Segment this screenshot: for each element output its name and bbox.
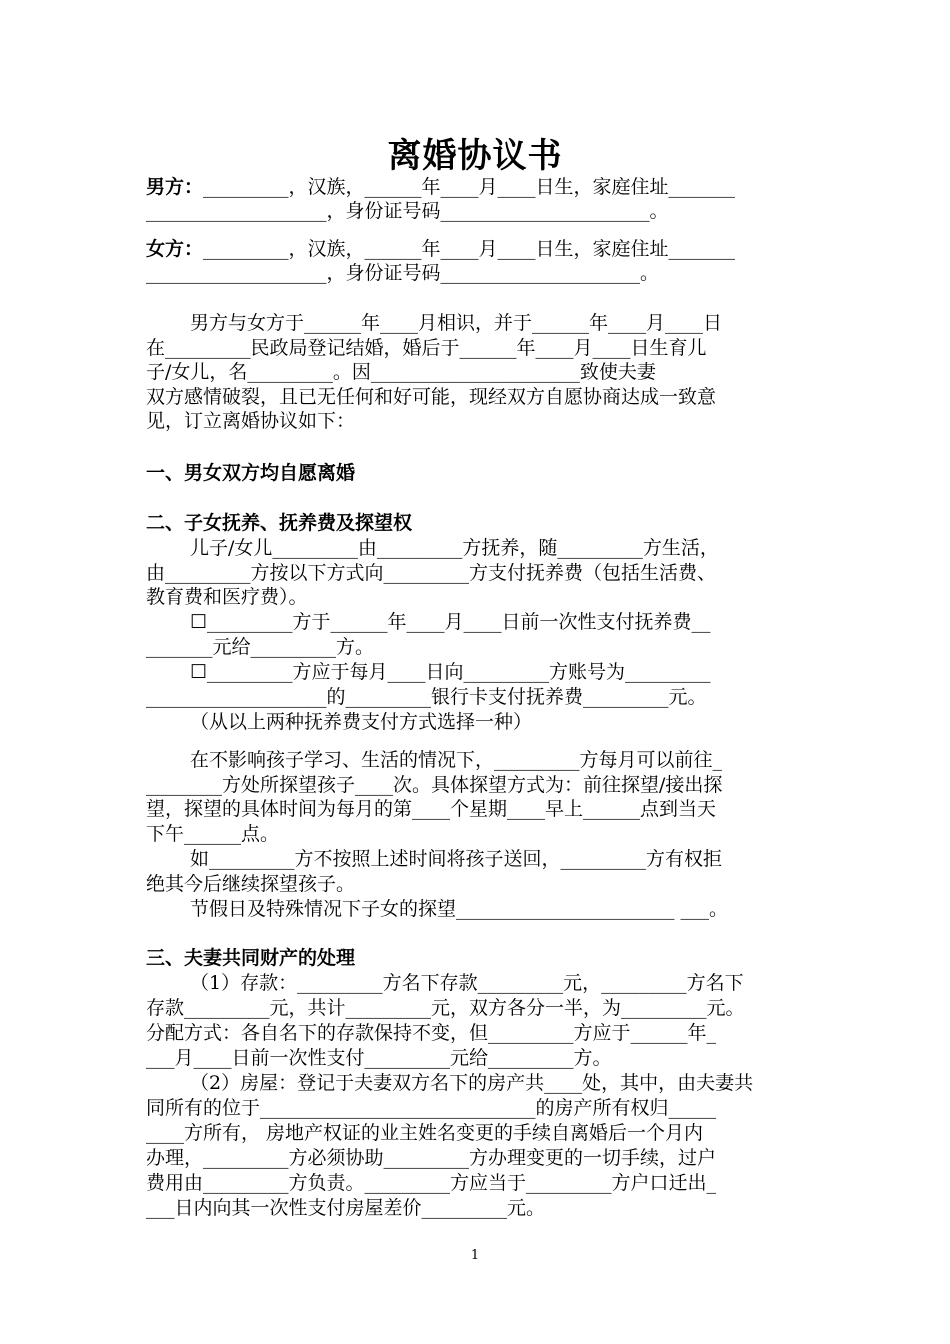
paragraph-line: ___日内向其一次性支付房屋差价_________元。 [146, 1197, 546, 1219]
document-title: 离婚协议书 [387, 136, 563, 176]
paragraph-line: 儿子/女儿_________由_________方抚养，随_________方生活， [190, 537, 719, 559]
paragraph-line: _______元给_________方。 [146, 636, 375, 658]
paragraph-line: （2）房屋：登记于夫妻双方名下的房产共____处，其中，由夫妻共 [190, 1072, 754, 1094]
paragraph-line: 在不影响孩子学习、生活的情况下，_________方每月可以前往_ [190, 749, 723, 771]
paragraph-line: 见，订立离婚协议如下： [146, 410, 356, 432]
note-line: （从以上两种抚养费支付方式选择一种） [190, 711, 533, 733]
wife-label: 女方： [146, 238, 204, 260]
paragraph-line: 教育费和医疗费）。 [146, 586, 308, 608]
paragraph-line: （1）存款：_________方名下存款_________元，_________方名下 [190, 972, 744, 994]
paragraph-line: ___月____日前一次性支付_________元给_________方。 [146, 1047, 612, 1069]
paragraph-line: 双方感情破裂，且已无任何和好可能，现经双方自愿协商达成一致意 [146, 386, 717, 408]
page-number: 1 [470, 1248, 480, 1263]
paragraph-line: 存款_________元，共计_________元，双方各分一半，为_________元。 [146, 997, 745, 1019]
paragraph-line: 子/女儿，名_________。因______________________致使夫妻 [146, 361, 656, 383]
wife-line-2: ___________________，身份证号码_____________________。 [146, 262, 660, 284]
paragraph-line: ___________________的_________银行卡支付抚养费_________元。 [146, 686, 707, 708]
husband-label: 男方： [146, 176, 204, 198]
paragraph-line: 在_________民政局登记结婚，婚后于______年____月____日生育儿 [146, 337, 707, 359]
paragraph-line: 望，探望的具体时间为每月的第____个星期____早上______点到当天 [146, 798, 717, 820]
husband-line-2: ___________________，身份证号码______________________。 [146, 200, 669, 222]
paragraph-line: 费用由_________方负责。_________方应当于_________方户口迁出_ [146, 1172, 717, 1194]
paragraph-line: 分配方式：各自名下的存款保持不变，但_________方应于______年_ [146, 1022, 717, 1044]
paragraph-line: 绝其今后继续探望孩子。 [146, 873, 356, 895]
wife-line-1: 女方：_________，汉族，______年____月____日生，家庭住址_______ [146, 238, 736, 260]
paragraph-line: 如_________方不按照上述时间将孩子送回，_________方有权拒 [190, 848, 723, 870]
checkbox-option-line: ☐_________方于______年____月____日前一次性支付抚养费__ [190, 611, 711, 633]
paragraph-line: ________方处所探望孩子____次。具体探望方式为：前往探望/接出探 [146, 774, 723, 796]
paragraph-line: 办理，_________方必须协助_________方办理变更的一切手续，过户 [146, 1147, 717, 1169]
section-heading: 三、夫妻共同财产的处理 [146, 947, 356, 969]
section-heading: 二、子女抚养、抚养费及探望权 [146, 512, 413, 534]
paragraph-line: ____方所有， 房地产权证的业主姓名变更的手续自离婚后一个月内 [146, 1122, 704, 1144]
section-heading: 一、男女双方均自愿离婚 [146, 462, 356, 484]
paragraph-line: 同所有的位于_____________________________的房产所有权归_____ [146, 1097, 717, 1119]
paragraph-line: 节假日及特殊情况下子女的探望_______________________ ___。 [190, 898, 729, 920]
checkbox-option-line: ☐_________方应于每月____日向_________方账号为_________ [190, 661, 711, 683]
husband-line-1: 男方：_________，汉族，______年____月____日生，家庭住址_______ [146, 176, 736, 198]
paragraph-line: 由_________方按以下方式向_________方支付抚养费（包括生活费、 [146, 562, 717, 584]
paragraph-line: 下午______点。 [146, 823, 280, 845]
paragraph-line: 男方与女方于______年____月相识，并于______年____月____日 [190, 312, 723, 334]
